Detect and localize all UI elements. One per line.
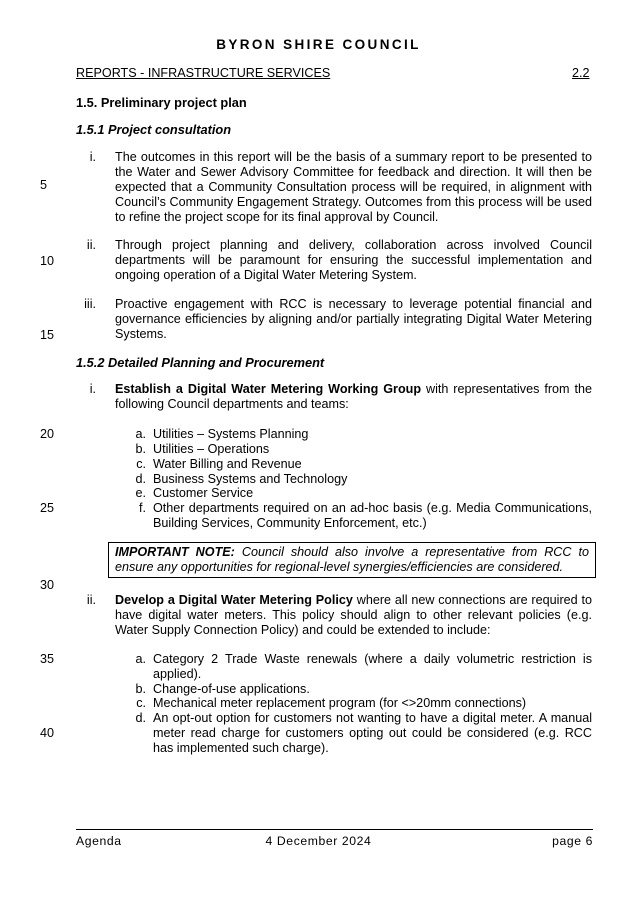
line-number: 15 xyxy=(40,328,55,342)
important-note-box xyxy=(108,542,596,578)
list-number: i. xyxy=(89,150,96,164)
line-number: 40 xyxy=(40,726,55,740)
list-item: Utilities – Operations xyxy=(153,442,270,456)
list-marker: d. xyxy=(135,711,146,725)
list-item: Change-of-use applications. xyxy=(153,682,310,696)
line-number: 20 xyxy=(40,427,55,441)
list-marker: a. xyxy=(135,652,146,666)
heading-preliminary-project-plan: 1.5. Preliminary project plan xyxy=(76,95,247,110)
list-marker: c. xyxy=(136,457,146,471)
list-marker: b. xyxy=(135,682,146,696)
item-number: 2.2 xyxy=(572,66,590,80)
list-marker: b. xyxy=(135,442,146,456)
line-number: 30 xyxy=(40,578,55,592)
working-group-paragraph xyxy=(115,382,592,412)
line-number: 25 xyxy=(40,501,55,515)
list-number: ii. xyxy=(86,238,96,252)
list-marker: d. xyxy=(135,472,146,486)
important-note-text: Council should also involve a representative from RCC to ensure any opportunities for regional-level synergies/efficiencies are considered. xyxy=(115,545,589,575)
list-item: Customer Service xyxy=(153,486,254,500)
line-number: 35 xyxy=(40,652,55,666)
list-item: Business Systems and Technology xyxy=(153,472,348,486)
consultation-paragraph: Through project planning and delivery, collaboration across involved Council departments will be paramount for ensuring the successful implementation and ongoing operation of a Digital Water Metering System. xyxy=(115,238,592,283)
line-number: 5 xyxy=(40,178,48,192)
footer-divider xyxy=(76,829,593,830)
list-item: Category 2 Trade Waste renewals (where a daily volumetric restriction is applied). xyxy=(153,652,592,682)
consultation-paragraph: The outcomes in this report will be the basis of a summary report to be presented to the Water and Sewer Advisory Committee for feedback and direction. It will then be expected that a Community Consultation process will be required, in alignment with Council’s Community Engagement Strategy. Outcomes from this process will be used to refine the project scope for its final approval by Council. xyxy=(115,150,592,225)
list-number: iii. xyxy=(84,297,96,311)
footer-date: 4 December 2024 xyxy=(265,834,372,848)
policy-text: where all new connections are required to have digital water meters. This policy should align to other relevant policies (e.g. Water Supply Connection Policy) and could be extended to include: xyxy=(115,593,593,638)
list-number: i. xyxy=(89,382,96,396)
list-item: Utilities – Systems Planning xyxy=(153,427,309,441)
heading-project-consultation: 1.5.1 Project consultation xyxy=(76,122,232,137)
council-title: BYRON SHIRE COUNCIL xyxy=(216,37,421,52)
working-group-text: with representatives from the following Council departments and teams: xyxy=(115,382,592,412)
heading-detailed-planning: 1.5.2 Detailed Planning and Procurement xyxy=(76,355,325,370)
section-header: REPORTS - INFRASTRUCTURE SERVICES xyxy=(76,66,331,80)
footer-agenda: Agenda xyxy=(76,834,122,848)
list-item: An opt-out option for customers not wanting to have a digital meter. A manual meter read charge for customers opting out could be considered (e.g. RCC has implemented such charge). xyxy=(153,711,592,756)
list-marker: c. xyxy=(136,696,146,710)
working-group-bold: Establish a Digital Water Metering Working Group xyxy=(115,382,422,396)
important-note-label: IMPORTANT NOTE: xyxy=(115,545,235,559)
footer-page-number: page 6 xyxy=(552,834,593,848)
list-marker: f. xyxy=(139,501,146,515)
list-item: Water Billing and Revenue xyxy=(153,457,302,471)
consultation-paragraph: Proactive engagement with RCC is necessary to leverage potential financial and governance efficiencies by aligning and/or partially integrating Digital Water Metering Systems. xyxy=(115,297,592,342)
line-number: 10 xyxy=(40,254,55,268)
policy-paragraph xyxy=(115,593,592,638)
list-item: Other departments required on an ad-hoc basis (e.g. Media Communications, Building Services, Community Enforcement, etc.) xyxy=(153,501,592,531)
list-marker: e. xyxy=(135,486,146,500)
policy-bold: Develop a Digital Water Metering Policy xyxy=(115,593,353,607)
list-number: ii. xyxy=(86,593,96,607)
list-marker: a. xyxy=(135,427,146,441)
list-item: Mechanical meter replacement program (for <>20mm connections) xyxy=(153,696,527,710)
